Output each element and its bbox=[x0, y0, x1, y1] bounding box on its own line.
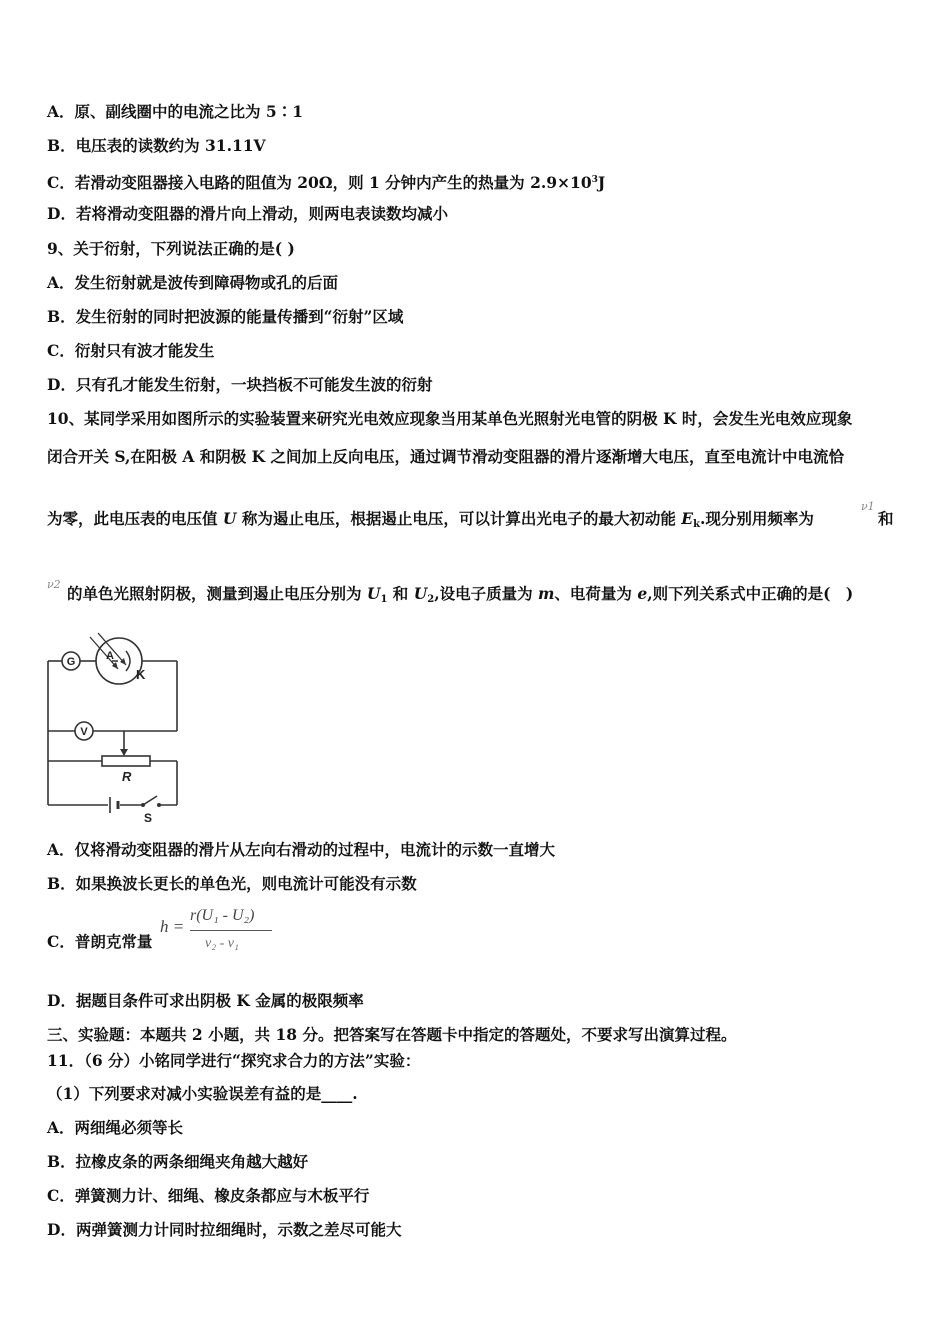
q10-nu2: ν2 bbox=[47, 578, 61, 591]
label-G: G bbox=[66, 656, 76, 668]
q9-stem: 9、关于衍射，下列说法正确的是( ) bbox=[47, 239, 295, 258]
q10-l4-text-a: 的单色光照射阴极，测量到遏止电压分别为 bbox=[67, 584, 367, 603]
q11-sub-question-1: （1）下列要求对减小实验误差有益的是____. bbox=[47, 1084, 358, 1103]
q10-l4-text-c: 、电荷量为 bbox=[554, 584, 638, 603]
label-A: A bbox=[106, 650, 114, 662]
q10-l4-text-b: ,设电子质量为 bbox=[434, 584, 538, 603]
q8-option-d: D．若将滑动变阻器的滑片向上滑动，则两电表读数均减小 bbox=[47, 204, 448, 223]
q10-option-c: C．普朗克常量 bbox=[47, 932, 153, 951]
formula-numerator: r(U₁ - U₂) bbox=[190, 907, 255, 924]
q8-option-c bbox=[47, 170, 605, 193]
q8-option-c-text: C．若滑动变阻器接入电路的阻值为 20Ω，则 1 分钟内产生的热量为 2.9×10 bbox=[47, 173, 592, 192]
q10-l4-m: m bbox=[538, 584, 555, 603]
label-K: K bbox=[136, 667, 146, 682]
q10-stem-line-2: 闭合开关 S,在阳极 A 和阴极 K 之间加上反向电压，通过调节滑动变阻器的滑片逐渐增大电压，直至电流计中电流恰 bbox=[47, 447, 845, 466]
q10-l4-U2: U bbox=[413, 584, 428, 603]
q8-option-c-exponent: 3 bbox=[591, 175, 598, 185]
q11-stem: 11．（6 分）小铭同学进行“探究求合力的方法”实验： bbox=[47, 1051, 421, 1070]
section-3-heading: 三、实验题：本题共 2 小题，共 18 分。把答案写在答题卡中指定的答题处，不要求写出演算过程。 bbox=[47, 1025, 737, 1044]
q8-option-c-unit: J bbox=[597, 173, 606, 192]
switch-icon bbox=[143, 796, 157, 805]
q10-l3-text-c: .现分别用频率为 bbox=[700, 509, 814, 528]
q10-stem-line-1: 10、某同学采用如图所示的实验装置来研究光电效应现象当用某单色光照射光电管的阴极 K 时，会发生光电效应现象 bbox=[47, 409, 853, 428]
q10-l4-text-d: ,则下列关系式中正确的是( ) bbox=[647, 584, 854, 603]
q10-l4-U2-sub: 2 bbox=[427, 594, 435, 605]
q10-l3-text-a: 为零，此电压表的电压值 bbox=[47, 509, 223, 528]
q10-l3-U: U bbox=[222, 509, 237, 528]
q8-option-b: B．电压表的读数约为 31.11V bbox=[47, 136, 266, 155]
q10-l4-e: e bbox=[637, 584, 648, 603]
q9-option-c: C．衍射只有波才能发生 bbox=[47, 341, 215, 360]
q10-l3-and: 和 bbox=[878, 509, 894, 528]
q9-option-d: D．只有孔才能发生衍射，一块挡板不可能发生波的衍射 bbox=[47, 375, 433, 394]
q10-option-d: D．据题目条件可求出阴极 K 金属的极限频率 bbox=[47, 991, 364, 1010]
q10-stem-line-3 bbox=[47, 509, 814, 535]
formula-denominator: ν₂ - ν₁ bbox=[205, 936, 239, 951]
formula-lhs: h = bbox=[160, 917, 185, 936]
label-V: V bbox=[80, 726, 88, 738]
circuit-diagram bbox=[40, 625, 190, 825]
slider-arrow-icon bbox=[120, 749, 128, 756]
rheostat-icon bbox=[102, 756, 150, 766]
q10-nu1: ν1 bbox=[861, 500, 875, 513]
label-R: R bbox=[122, 769, 132, 784]
q10-stem-line-4 bbox=[67, 584, 853, 610]
q10-option-b: B．如果换波长更长的单色光，则电流计可能没有示数 bbox=[47, 874, 417, 893]
q11-option-d: D．两弹簧测力计同时拉细绳时，示数之差尽可能大 bbox=[47, 1220, 402, 1239]
label-S: S bbox=[144, 811, 153, 825]
q10-option-a: A．仅将滑动变阻器的滑片从左向右滑动的过程中，电流计的示数一直增大 bbox=[47, 840, 556, 859]
q10-l3-E: E bbox=[681, 509, 694, 528]
q11-option-c: C．弹簧测力计、细绳、橡皮条都应与木板平行 bbox=[47, 1186, 370, 1205]
q9-option-a: A．发生衍射就是波传到障碍物或孔的后面 bbox=[47, 273, 339, 292]
q8-option-a: A．原、副线圈中的电流之比为 5∶1 bbox=[47, 102, 303, 121]
q10-l3-E-sub: k bbox=[693, 519, 700, 530]
q9-option-b: B．发生衍射的同时把波源的能量传播到“衍射”区域 bbox=[47, 307, 404, 326]
fraction-bar bbox=[190, 930, 272, 931]
q10-l3-text-b: 称为遏止电压，根据遏止电压，可以计算出光电子的最大初动能 bbox=[236, 509, 682, 528]
q10-l4-U1-sub: 1 bbox=[380, 594, 388, 605]
q11-option-a: A．两细绳必须等长 bbox=[47, 1118, 184, 1137]
q11-option-b: B．拉橡皮条的两条细绳夹角越大越好 bbox=[47, 1152, 309, 1171]
q10-l4-and: 和 bbox=[387, 584, 414, 603]
q10-l4-U1: U bbox=[366, 584, 381, 603]
